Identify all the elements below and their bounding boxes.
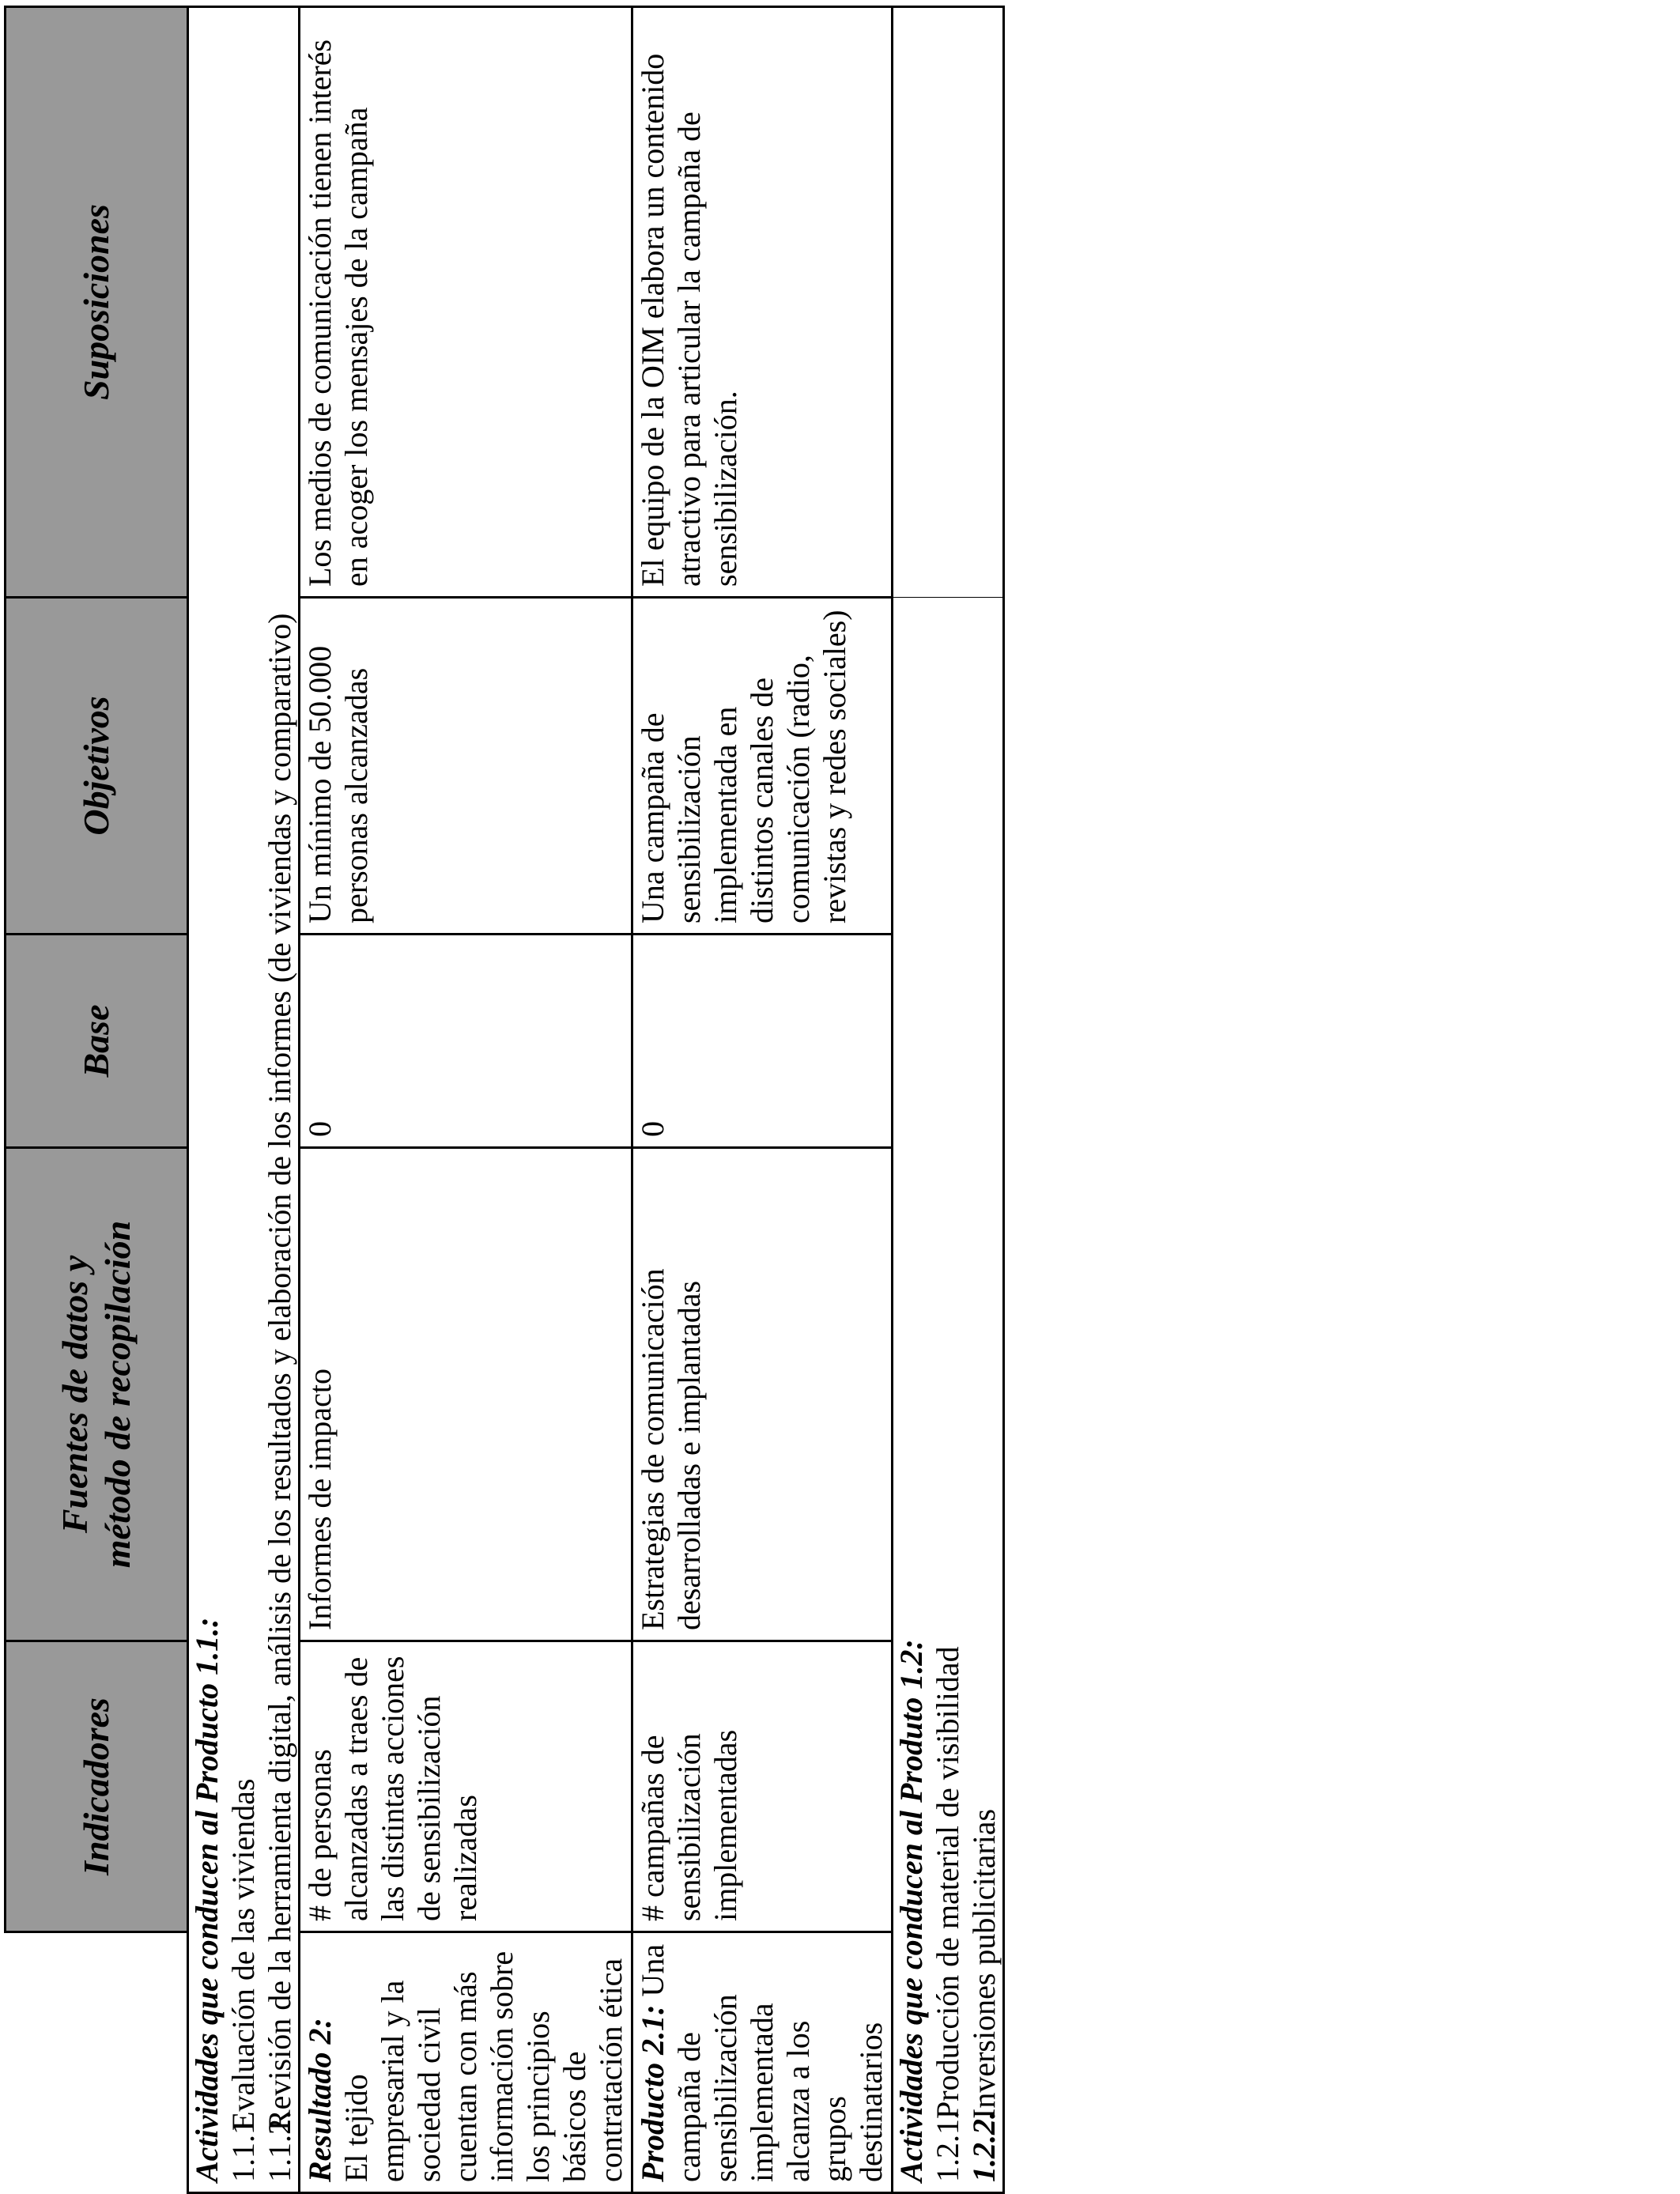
actividad-1-1-2-text: Revisión de la herramienta digital, análisis de los resultados y elaboración de los informes (de viviendas y comparativo)	[262, 613, 297, 2131]
header-row	[6, 7, 188, 2193]
actividades-1-1-row	[188, 7, 300, 2193]
producto-2-1-indicador: # campañas de sensibilización implementadas	[632, 1641, 893, 1932]
header-fuentes-line2: método de recopilación	[97, 1220, 138, 1569]
rotated-page	[4, 8, 1002, 2194]
resultado-2-suposiciones: Los medios de comunicación tienen interés en acoger los mensajes de la campaña	[300, 7, 632, 598]
producto-2-1-objetivos: Una campaña de sensibilización implementada en distintos canales de comunicación (radio, revistas y redes sociales)	[632, 598, 893, 935]
actividad-1-1-2	[262, 606, 298, 2183]
producto-2-1-fuentes: Estrategias de comunicación desarrolladas e implantadas	[632, 1148, 893, 1641]
resultado-2-description: El tejido empresarial y la sociedad civil cuentan con más información sobre los principios básicos de contratación ética	[338, 1950, 629, 2182]
actividades-1-2-empty-cell	[893, 7, 1004, 598]
actividad-1-2-2-text: Inversiones publicitarias	[966, 1808, 1002, 2119]
actividad-1-2-1-text: Producción de material de visibilidad	[930, 1646, 965, 2119]
producto-2-1-cell	[632, 1932, 893, 2193]
header-suposiciones: Suposiciones	[6, 7, 188, 598]
actividades-1-1-empty-cell	[188, 7, 300, 598]
resultado-2-label: Resultado 2:	[302, 2018, 338, 2182]
actividades-1-2-row	[893, 7, 1004, 2193]
actividades-1-1-cell	[188, 598, 300, 2193]
actividad-1-1-1	[225, 606, 262, 2183]
actividad-1-2-1-num: 1.2.1.	[930, 2111, 965, 2182]
header-base: Base	[6, 935, 188, 1148]
resultado-2-row	[300, 7, 632, 2193]
resultado-2-fuentes: Informes de impacto	[300, 1148, 632, 1641]
resultado-2-indicador: # de personas alcanzadas a traes de las distintas acciones de sensibilización realizadas	[300, 1641, 632, 1932]
actividad-1-2-1	[930, 606, 966, 2182]
actividades-1-2-cell	[893, 598, 1004, 2193]
header-objetivos: Objetivos	[6, 598, 188, 935]
actividad-1-1-1-num: 1.1.1	[225, 2119, 261, 2182]
producto-2-1-label: Producto 2.1:	[635, 2004, 670, 2182]
actividad-1-1-2-num: 1.1.2.	[262, 2111, 297, 2182]
resultado-2-base: 0	[300, 935, 632, 1148]
header-indicadores: Indicadores	[6, 1641, 188, 1932]
resultado-2-cell	[300, 1932, 632, 2193]
actividad-1-1-1-text: Evaluación de las viviendas	[225, 1778, 261, 2131]
results-framework-table	[4, 6, 1005, 2194]
actividades-1-2-title: Actividades que conducen al Produto 1.2:	[893, 1639, 929, 2182]
producto-2-1-description: Una campaña de sensibilización implementada alcanza a los grupos destinatarios	[635, 1943, 889, 2182]
actividad-1-2-2	[966, 606, 1002, 2182]
header-fuentes	[6, 1148, 188, 1641]
header-fuentes-line1: Fuentes de datos y	[55, 1255, 95, 1534]
resultado-2-objetivos: Un mínimo de 50.000 personas alcanzadas	[300, 598, 632, 935]
producto-2-1-row	[632, 7, 893, 2193]
producto-2-1-suposiciones: El equipo de la OIM elabora un contenido atractivo para articular la campaña de sensibilización.	[632, 7, 893, 598]
header-blank-cell	[6, 1932, 188, 2193]
actividades-1-1-title: Actividades que conducen al Producto 1.1.:	[189, 1617, 225, 2182]
actividad-1-2-2-num: 1.2.2.	[966, 2111, 1002, 2182]
producto-2-1-base: 0	[632, 935, 893, 1148]
